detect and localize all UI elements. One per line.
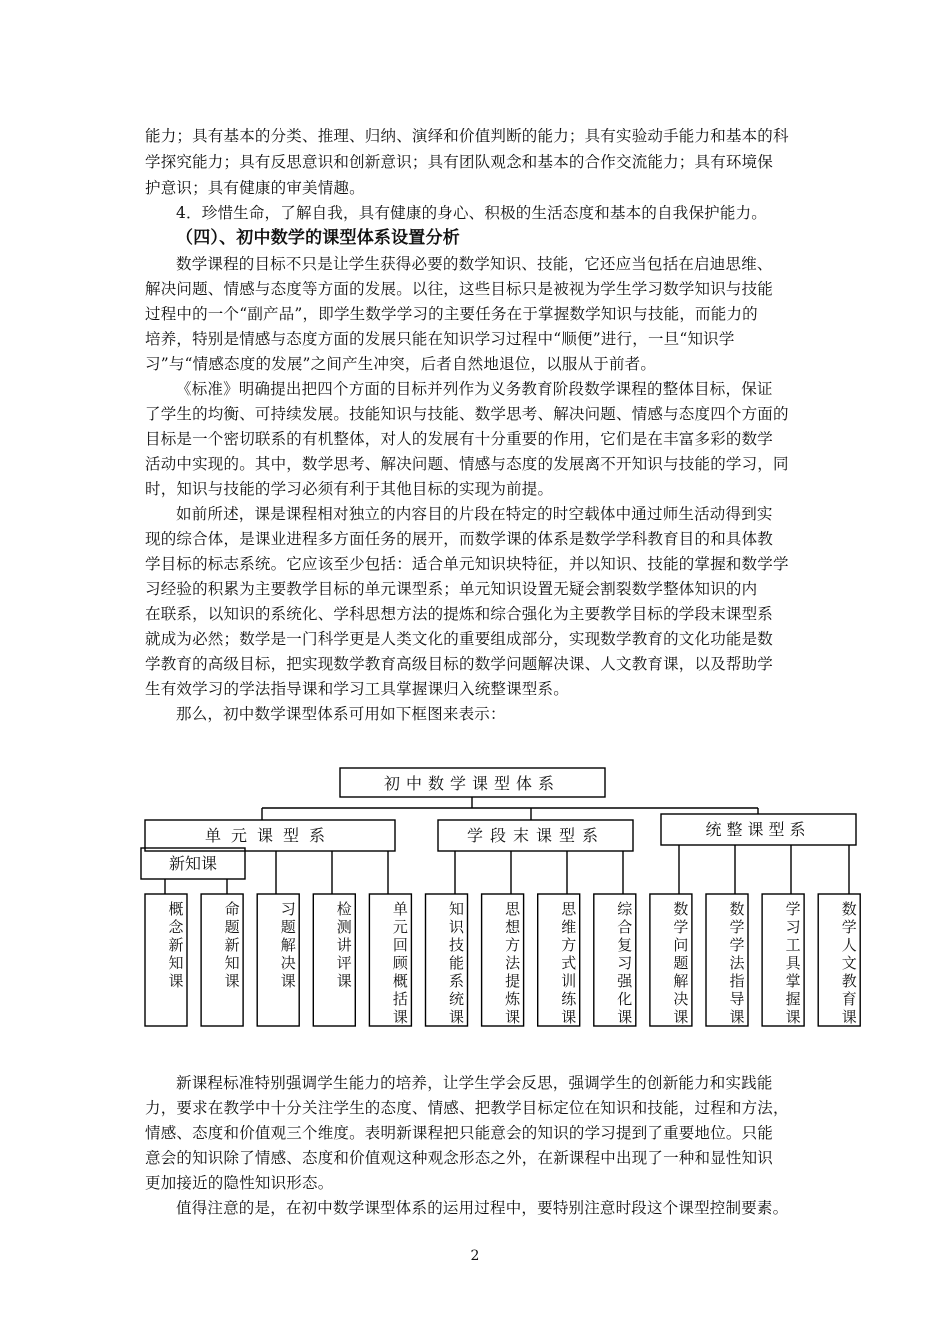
paragraph-3-line-4: 活动中实现的。其中，数学思考、解决问题、情感与态度的发展离不开知识与技能的学习，同 [145, 455, 789, 473]
paragraph-1-line-1: 能力；具有基本的分类、推理、归纳、演绎和价值判断的能力；具有实验动手能力和基本的科 [145, 127, 789, 145]
group-label-stage: 学段末课型系 [466, 826, 606, 845]
leaf-label: 知识技能系统课 [448, 900, 465, 1026]
paragraph-3-line-5: 时，知识与技能的学习必须有利于其他目标的实现为前提。 [145, 480, 554, 498]
paragraph-1-line-2: 学探究能力；具有反思意识和创新意识；具有团队观念和基本的合作交流能力；具有环境保 [145, 153, 774, 171]
leaf-label: 检测讲评课 [336, 900, 352, 990]
paragraph-2-line-4: 培养，特别是情感与态度方面的发展只能在知识学习过程中“顺便”进行，一旦“知识学 [145, 330, 735, 348]
paragraph-2-line-3: 过程中的一个“副产品”，即学生数学学习的主要任务在于掌握数学知识与技能，而能力的 [145, 305, 758, 323]
paragraph-4-line-6: 就成为必然；数学是一门科学更是人类文化的重要组成部分，实现数学教育的文化功能是数 [145, 630, 774, 648]
paragraph-3-line-1: 《标准》明确提出把四个方面的目标并列作为义务教育阶段数学课程的整体目标，保证 [176, 380, 773, 398]
leaf-label: 学习工具掌握课 [785, 900, 801, 1026]
paragraph-5: 那么，初中数学课型体系可用如下框图来表示： [176, 705, 506, 723]
paragraph-4-line-5: 在联系，以知识的系统化、学科思想方法的提炼和综合强化为主要教学目标的学段末课型系 [145, 605, 774, 623]
paragraph-4-line-3: 学目标的标志系统。它应该至少包括：适合单元知识块特征，并以知识、技能的掌握和数学学 [145, 555, 789, 573]
paragraph-6-line-5: 更加接近的隐性知识形态。 [145, 1174, 334, 1192]
leaf-label: 单元回顾概括课 [392, 900, 408, 1026]
paragraph-6-line-1: 新课程标准特别强调学生能力的培养，让学生学会反思，强调学生的创新能力和实践能 [176, 1074, 773, 1092]
paragraph-3-line-2: 了学生的均衡、可持续发展。技能知识与技能、数学思考、解决问题、情感与态度四个方面的 [145, 405, 789, 423]
paragraph-6-line-4: 意会的知识除了情感、态度和价值观这种观念形态之外，在新课程中出现了一种和显性知识 [145, 1149, 774, 1167]
paragraph-4-line-4: 习经验的积累为主要教学目标的单元课型系；单元知识设置无疑会割裂数学整体知识的内 [145, 580, 758, 598]
paragraph-2-line-2: 解决问题、情感与态度等方面的发展。以往，这些目标只是被视为学生学习数学知识与技能 [145, 280, 774, 298]
leaf-label: 习题解决课 [280, 900, 296, 990]
paragraph-4-line-8: 生有效学习的学法指导课和学习工具掌握课归入统整课型系。 [145, 680, 569, 698]
diagram-root-label: 初中数学课型体系 [383, 774, 561, 793]
leaf-label: 数学人文教育课 [841, 900, 857, 1026]
leaf-label: 概念新知课 [168, 900, 184, 990]
leaf-label: 命题新知课 [224, 900, 240, 990]
leaf-label: 数学学法指导课 [729, 900, 745, 1026]
paragraph-6-line-3: 情感、态度和价值观三个维度。表明新课程把只能意会的知识的学习提到了重要地位。只能 [145, 1124, 774, 1142]
group-label-unit: 单元课型系 [204, 826, 336, 845]
leaf-label: 思想方法提炼课 [505, 900, 521, 1026]
paragraph-6-line-2: 力，要求在教学中十分关注学生的态度、情感、把教学目标定位在知识和技能，过程和方法， [145, 1099, 789, 1117]
paragraph-7: 值得注意的是，在初中数学课型体系的运用过程中，要特别注意时段这个课型控制要素。 [176, 1199, 789, 1217]
paragraph-2-line-5: 习”与“情感态度的发展”之间产生冲突，后者自然地退位，以服从于前者。 [145, 355, 657, 373]
paragraph-2-line-1: 数学课程的目标不只是让学生获得必要的数学知识、技能，它还应当包括在启迪思维、 [176, 255, 773, 273]
subgroup-label-new-knowledge: 新知课 [168, 854, 218, 873]
paragraph-4-line-1: 如前所述，课是课程相对独立的内容目的片段在特定的时空载体中通过师生活动得到实 [176, 505, 773, 523]
page-number: 2 [470, 1248, 480, 1264]
leaf-label: 数学问题解决课 [673, 900, 689, 1026]
paragraph-3-line-3: 目标是一个密切联系的有机整体，对人的发展有十分重要的作用，它们是在丰富多彩的数学 [145, 430, 774, 448]
paragraph-4-line-2: 现的综合体，是课业进程多方面任务的展开，而数学课的体系是数学学科教育目的和具体教 [145, 530, 774, 548]
item-4: 4．珍惜生命，了解自我，具有健康的身心、积极的生活态度和基本的自我保护能力。 [176, 204, 767, 222]
leaf-label: 思维方式训练课 [561, 900, 577, 1026]
group-label-integrated: 统整课型系 [705, 820, 811, 839]
paragraph-4-line-7: 学教育的高级目标，把实现数学教育高级目标的数学问题解决课、人文教育课，以及帮助学 [145, 655, 774, 673]
leaf-label: 综合复习强化课 [617, 900, 633, 1026]
section-heading: （四）、初中数学的课型体系设置分析 [176, 228, 460, 248]
paragraph-1-line-3: 护意识；具有健康的审美情趣。 [145, 179, 365, 197]
